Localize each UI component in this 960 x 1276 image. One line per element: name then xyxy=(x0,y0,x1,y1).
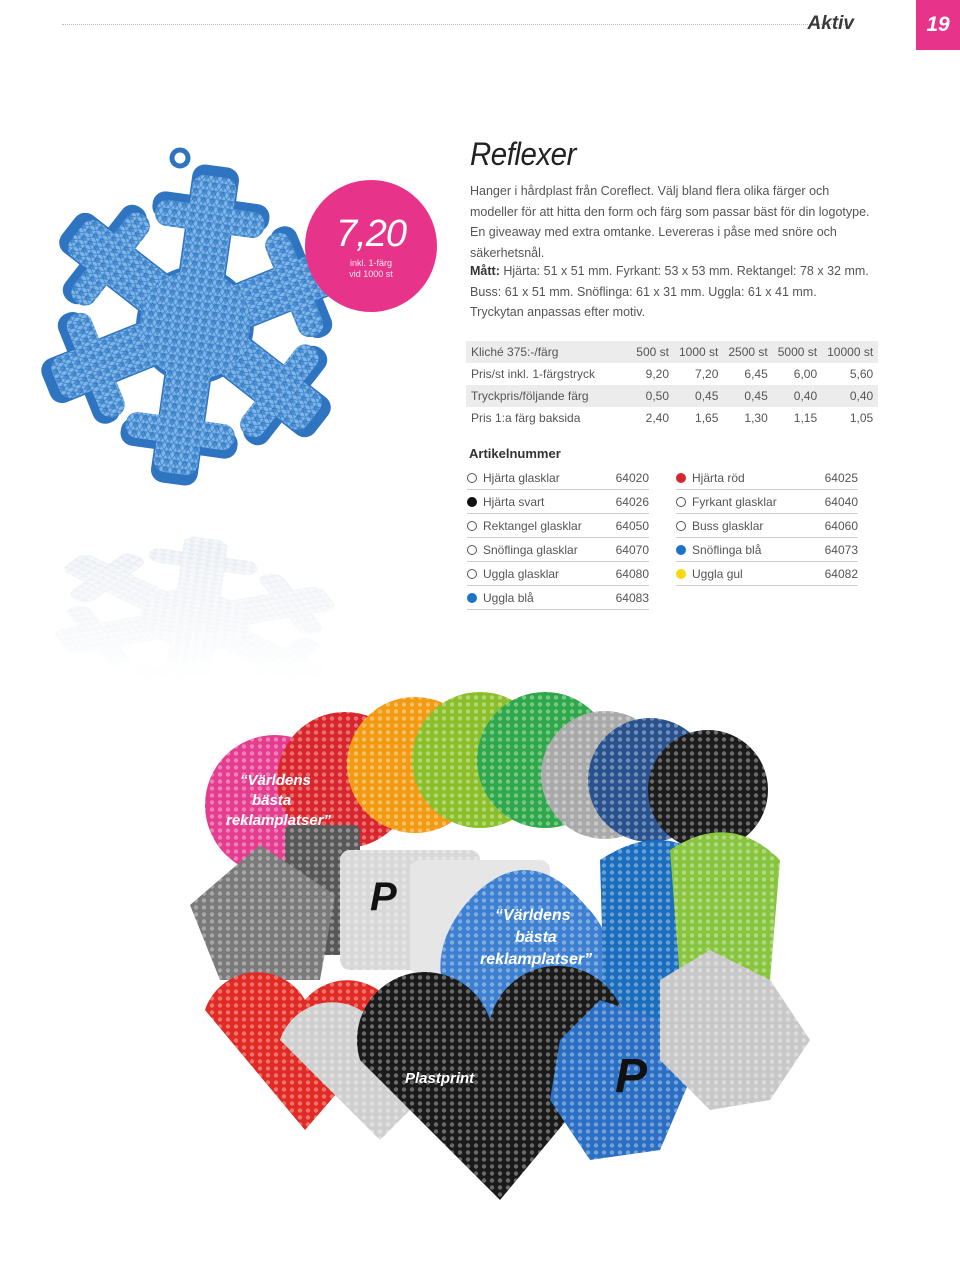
price-cell: 6,45 xyxy=(744,367,768,381)
article-number: 64050 xyxy=(615,518,649,533)
article-number: 64026 xyxy=(615,494,649,509)
slogan-line: reklamplatser” xyxy=(226,812,332,829)
price-cell: 0,50 xyxy=(626,385,674,407)
product-dimensions xyxy=(470,261,870,323)
article-name: Snöflinga blå xyxy=(692,542,762,557)
header-cell: 5000 st xyxy=(773,341,822,363)
slogan-line: reklamplatser” xyxy=(480,951,593,968)
price-cell: 0,45 xyxy=(674,385,723,407)
product-intro: Hanger i hårdplast från Coreflect. Välj bland flera olika färger och modeller för att hitta den form och färg som passar bäst för din logotype. En giveaway med extra omtanke. Levereras i påse med snöre och säkerhetsnål. xyxy=(470,184,870,260)
color-swatch-icon xyxy=(467,473,477,483)
row-label: Pris 1:a färg baksida xyxy=(471,411,581,425)
dims-text: Hjärta: 51 x 51 mm. Fyrkant: 53 x 53 mm. Rektangel: 78 x 32 mm. Buss: 61 x 51 mm. Snöflinga: 61 x 31 mm. Uggla: 61 x 41 mm. xyxy=(470,264,869,299)
price-cell: 2,40 xyxy=(645,411,669,425)
price-cell: 6,00 xyxy=(793,367,818,381)
article-number: 64082 xyxy=(824,566,858,581)
article-name: Buss glasklar xyxy=(692,518,764,533)
dims-label: Mått: xyxy=(470,264,500,278)
price-cell: 0,40 xyxy=(822,385,878,407)
list-item xyxy=(676,562,858,586)
price-cell: 9,20 xyxy=(645,367,669,381)
article-list-left xyxy=(467,466,649,610)
slogan-line: “Världens xyxy=(495,907,571,924)
color-swatch-icon xyxy=(467,521,477,531)
article-name: Rektangel glasklar xyxy=(483,518,582,533)
slogan-line: bästa xyxy=(515,929,557,946)
list-item xyxy=(676,514,858,538)
color-swatch-icon xyxy=(467,497,477,507)
dims-note: Tryckytan anpassas efter motiv. xyxy=(470,305,646,319)
list-item xyxy=(467,562,649,586)
row-label: Tryckpris/följande färg xyxy=(466,385,626,407)
color-swatch-icon xyxy=(467,569,477,579)
heart-reflectors xyxy=(205,950,810,1200)
color-swatch-icon xyxy=(676,521,686,531)
product-title: Reflexer xyxy=(470,136,576,172)
article-name: Uggla glasklar xyxy=(483,566,560,581)
color-swatch-icon xyxy=(676,497,686,507)
price-note xyxy=(305,258,437,280)
article-number: 64025 xyxy=(824,470,858,485)
header-cell: 10000 st xyxy=(822,341,878,363)
color-swatch-icon xyxy=(467,593,477,603)
reflector-collection-image xyxy=(160,680,960,1276)
price-cell: 5,60 xyxy=(849,367,874,381)
price-badge xyxy=(305,180,437,312)
article-name: Fyrkant glasklar xyxy=(692,494,777,509)
price-note-line1: inkl. 1-färg xyxy=(349,258,393,268)
section-name: Aktiv xyxy=(807,13,854,34)
price-note-line2: vid 1000 st xyxy=(349,269,393,279)
list-item xyxy=(676,490,858,514)
article-name: Hjärta svart xyxy=(483,494,545,509)
table-row xyxy=(466,385,878,407)
list-item xyxy=(467,586,649,610)
price-cell: 1,15 xyxy=(793,411,818,425)
table-row xyxy=(466,407,878,429)
article-number: 64083 xyxy=(615,590,649,605)
color-swatch-icon xyxy=(467,545,477,555)
article-number: 64080 xyxy=(615,566,649,581)
article-name: Snöflinga glasklar xyxy=(483,542,578,557)
color-swatch-icon xyxy=(676,473,686,483)
color-swatch-icon xyxy=(676,569,686,579)
price-cell: 1,05 xyxy=(849,411,874,425)
slogan-line: bästa xyxy=(252,792,292,809)
article-list-right xyxy=(676,466,858,586)
price-value: 7,20 xyxy=(336,213,406,255)
article-number: 64020 xyxy=(615,470,649,485)
header-cell: 2500 st xyxy=(723,341,772,363)
list-item xyxy=(467,490,649,514)
row-label: Pris/st inkl. 1-färgstryck xyxy=(471,367,596,381)
slogan-line: “Världens xyxy=(240,772,311,789)
article-name: Uggla gul xyxy=(692,566,743,581)
price-table xyxy=(466,341,878,429)
logo-text: Plastprint xyxy=(405,1070,475,1087)
price-cell: 0,40 xyxy=(773,385,822,407)
logo-letter: P xyxy=(370,875,397,919)
list-item xyxy=(676,466,858,490)
header-cell: 500 st xyxy=(626,341,674,363)
logo-letter: P xyxy=(615,1050,648,1103)
price-cell: 1,30 xyxy=(744,411,768,425)
price-cell: 1,65 xyxy=(695,411,719,425)
article-name: Hjärta glasklar xyxy=(483,470,560,485)
color-swatch-icon xyxy=(676,545,686,555)
article-name: Hjärta röd xyxy=(692,470,745,485)
header-rule xyxy=(62,24,852,25)
price-cell: 0,45 xyxy=(723,385,772,407)
header-cell: Kliché 375:-/färg xyxy=(466,341,626,363)
article-heading: Artikelnummer xyxy=(469,446,561,461)
article-name: Uggla blå xyxy=(483,590,534,605)
article-number: 64060 xyxy=(824,518,858,533)
list-item xyxy=(467,514,649,538)
list-item xyxy=(467,538,649,562)
list-item xyxy=(467,466,649,490)
snowflake-body xyxy=(23,145,366,505)
list-item xyxy=(676,538,858,562)
price-table-header xyxy=(466,341,878,363)
article-number: 64040 xyxy=(824,494,858,509)
article-number: 64073 xyxy=(824,542,858,557)
article-number: 64070 xyxy=(615,542,649,557)
header-cell: 1000 st xyxy=(674,341,723,363)
table-row xyxy=(466,363,878,385)
page-number: 19 xyxy=(916,0,960,50)
price-cell: 7,20 xyxy=(695,367,719,381)
